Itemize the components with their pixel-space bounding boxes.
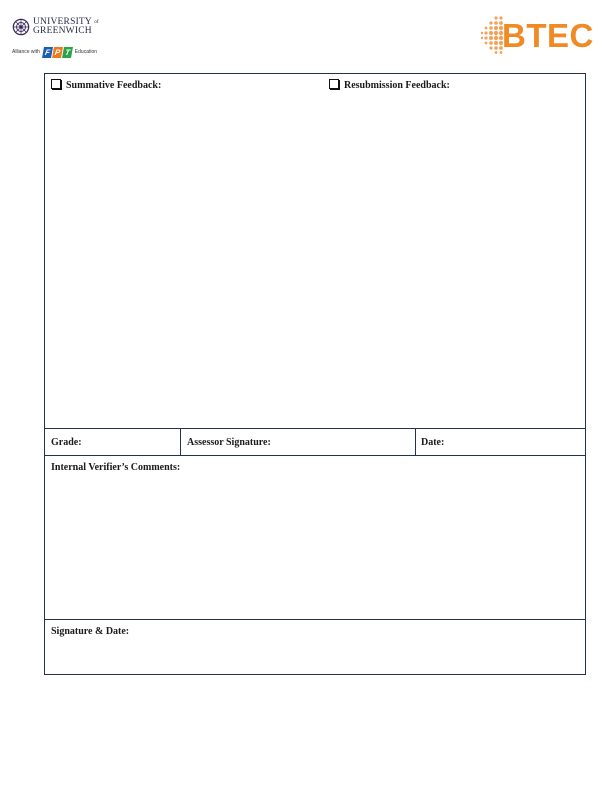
iv-comments-area[interactable] xyxy=(46,476,584,616)
divider-assessor-date xyxy=(415,428,416,455)
alliance-line xyxy=(12,46,97,58)
divider-feedback-grade xyxy=(45,428,585,429)
alliance-suffix: Education xyxy=(74,49,98,55)
divider-grade-assessor xyxy=(180,428,181,455)
resubmission-feedback-option[interactable] xyxy=(329,79,450,91)
iv-comments-label: Internal Verifier’s Comments: xyxy=(51,462,181,473)
divider-grade-iv xyxy=(45,455,585,456)
divider-iv-signature xyxy=(45,619,585,620)
signature-date-label: Signature & Date: xyxy=(51,626,130,637)
university-name-line1: UNIVERSITY xyxy=(33,17,92,27)
greenwich-crest-icon xyxy=(12,18,30,36)
btec-wordmark: BTEC xyxy=(502,17,594,54)
btec-dots-icon xyxy=(480,16,504,54)
feedback-text-area[interactable] xyxy=(46,96,584,426)
signature-date-area[interactable] xyxy=(46,640,584,673)
feedback-form xyxy=(44,73,586,675)
university-name-line2: GREENWICH xyxy=(33,26,92,36)
summative-feedback-option[interactable] xyxy=(51,79,161,91)
alliance-prefix: Alliance with xyxy=(12,49,40,55)
summative-checkbox-icon[interactable] xyxy=(51,79,61,89)
btec-logo xyxy=(480,16,604,56)
university-name-of: of xyxy=(94,20,99,25)
fpt-logo xyxy=(43,47,72,58)
university-of-greenwich-logo xyxy=(12,16,122,60)
date-label: Date: xyxy=(421,437,445,448)
fpt-letter-t: T xyxy=(62,47,73,58)
summative-feedback-label: Summative Feedback: xyxy=(66,80,162,91)
fpt-letter-f: F xyxy=(42,47,53,58)
assessor-signature-label: Assessor Signature: xyxy=(187,437,271,448)
fpt-letter-p: P xyxy=(52,47,63,58)
resubmission-checkbox-icon[interactable] xyxy=(329,79,339,89)
university-name xyxy=(33,18,99,36)
grade-label: Grade: xyxy=(51,437,82,448)
resubmission-feedback-label: Resubmission Feedback: xyxy=(344,80,450,91)
